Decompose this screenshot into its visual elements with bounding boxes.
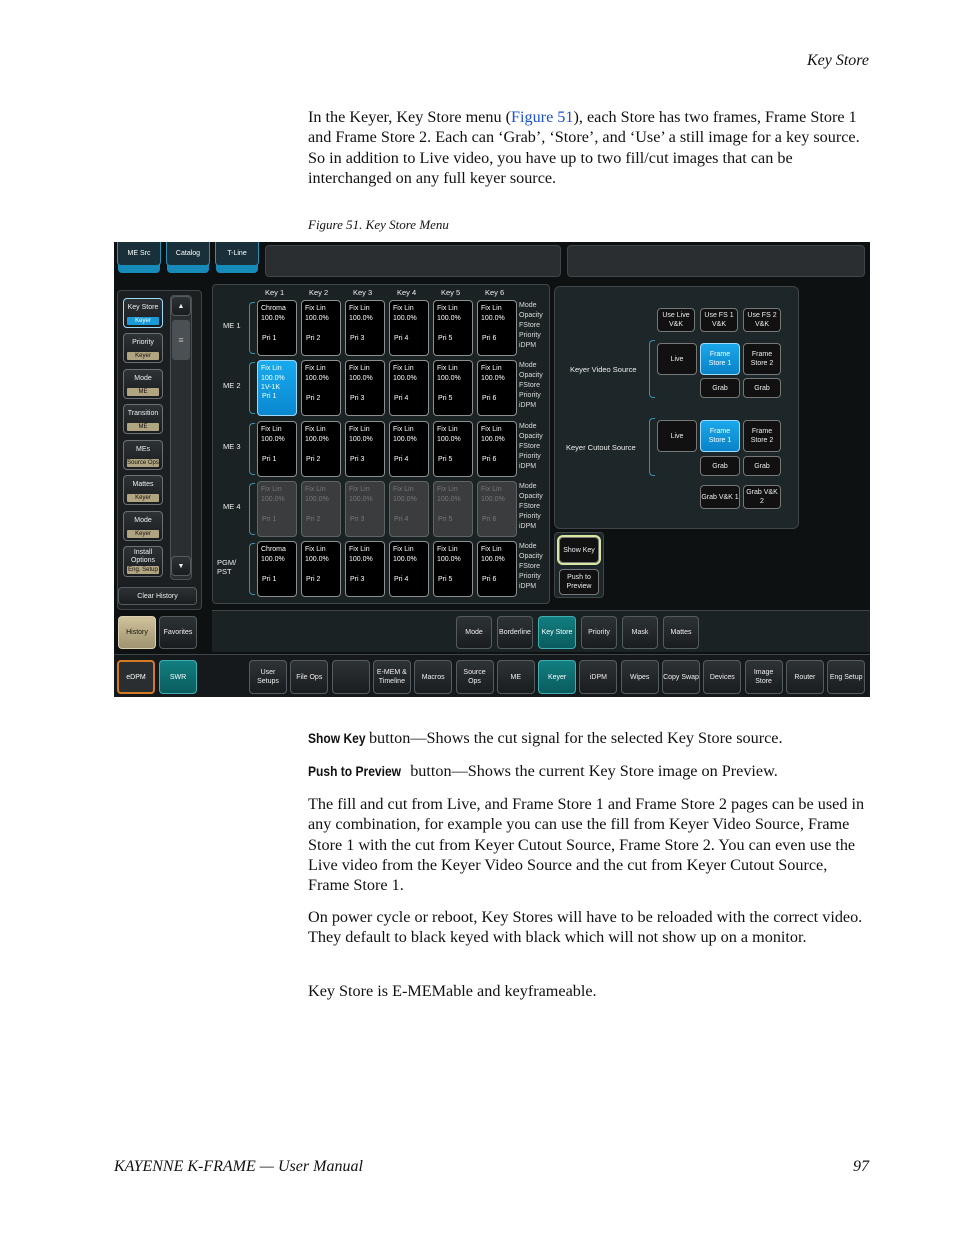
mode-column <box>519 482 543 532</box>
key-cell-text: 100.0% <box>437 555 461 563</box>
key-cell-text: Fix Lin <box>393 365 414 372</box>
mode-column-item: Priority <box>519 513 541 520</box>
key-cell[interactable] <box>345 421 385 477</box>
nav-button[interactable]: Wipes <box>621 660 659 694</box>
key-cell[interactable] <box>345 360 385 416</box>
key-cell-priority: Pri 3 <box>350 576 365 583</box>
show-key-button[interactable]: Show Key <box>559 537 599 563</box>
row-label: ME 3 <box>223 442 241 451</box>
key-cell-text: Fix Lin <box>349 305 370 312</box>
key-cell-text: Fix Lin <box>437 305 458 312</box>
sub-tab[interactable]: Mode <box>456 616 492 649</box>
key-cell-priority: Pri 4 <box>394 395 409 402</box>
cutout-frame-store-2-button[interactable]: Frame Store 2 <box>743 420 781 452</box>
key-cell-text: Fix Lin <box>305 546 326 553</box>
scroll-thumb[interactable] <box>172 320 190 360</box>
nav-button[interactable]: Keyer <box>538 660 576 694</box>
mode-column <box>519 422 543 472</box>
key-cell-text: 100.0% <box>305 435 329 443</box>
mode-column-item: Opacity <box>519 553 543 560</box>
key-cell-priority: Pri 5 <box>438 456 453 463</box>
key-cell-text: Fix Lin <box>437 546 458 553</box>
key-cell-text: Fix Lin <box>261 486 282 493</box>
clear-history-button[interactable]: Clear History <box>118 587 197 605</box>
nav-button[interactable]: Image Store <box>745 660 783 694</box>
row-bracket <box>249 483 255 535</box>
tab-t-line[interactable]: T-Line <box>215 242 259 266</box>
cutout-live-button[interactable]: Live <box>657 420 697 452</box>
edpm-button[interactable]: eDPM <box>117 660 155 694</box>
key-cell-text: Fix Lin <box>437 365 458 372</box>
key-cell[interactable] <box>257 300 297 356</box>
footer-manual-title: KAYENNE K-FRAME — User Manual <box>114 1158 363 1175</box>
menu-item-priority[interactable]: Priority Keyer <box>123 333 163 363</box>
key-cell[interactable] <box>301 481 341 537</box>
sub-tab[interactable]: Borderline <box>497 616 533 649</box>
mode-column-item: Mode <box>519 302 537 309</box>
swr-button[interactable]: SWR <box>159 660 197 694</box>
key-cell[interactable] <box>477 481 517 537</box>
key-cell-text: 100.0% <box>393 555 417 563</box>
key-cell[interactable] <box>477 300 517 356</box>
nav-button[interactable]: iDPM <box>579 660 617 694</box>
nav-button[interactable]: Router <box>786 660 824 694</box>
key-cell-text: 100.0% <box>349 435 373 443</box>
grip-icon: ≡ <box>178 335 184 345</box>
key-cell[interactable] <box>389 481 429 537</box>
key-cell-text: Fix Lin <box>261 365 282 372</box>
keyer-cutout-source-label: Keyer Cutout Source <box>566 443 636 452</box>
use-fs2-vk-button[interactable]: Use FS 2 V&K <box>743 308 781 332</box>
mode-column-item: Opacity <box>519 493 543 500</box>
keyer-video-source-label: Keyer Video Source <box>570 365 637 374</box>
key-cell-priority: Pri 2 <box>306 516 321 523</box>
key-cell-priority: Pri 2 <box>306 456 321 463</box>
key-cell-text: 100.0% <box>261 374 285 382</box>
mode-column-item: Priority <box>519 453 541 460</box>
mode-column-item: Mode <box>519 362 537 369</box>
key-cell-text: Fix Lin <box>393 486 414 493</box>
row-label: ME 1 <box>223 321 241 330</box>
menu-item-install-options[interactable]: Install Options Eng. Setup <box>123 546 163 577</box>
key-cell[interactable] <box>257 360 297 416</box>
key-cell[interactable] <box>389 360 429 416</box>
key-cell-priority: Pri 1 <box>262 456 277 463</box>
key-store-menu-screenshot <box>114 242 870 697</box>
key-cell-text: Fix Lin <box>481 486 502 493</box>
key-cell-text: 100.0% <box>481 374 505 382</box>
row-bracket <box>249 362 255 414</box>
key-cell-text: 100.0% <box>437 435 461 443</box>
show-key-term: Show Key <box>308 730 366 746</box>
row-bracket <box>249 543 255 595</box>
mode-column-item: FStore <box>519 443 541 450</box>
tab-catalog[interactable]: Catalog <box>166 242 210 266</box>
mode-column-item: FStore <box>519 563 541 570</box>
video-source-bracket <box>649 340 655 398</box>
key-header-5: Key 5 <box>441 288 461 297</box>
key-cell-text: Fix Lin <box>349 486 370 493</box>
key-cell-priority: Pri 6 <box>482 335 497 342</box>
figure-caption: Figure 51. Key Store Menu <box>308 217 449 232</box>
key-cell-text: Fix Lin <box>305 426 326 433</box>
key-cell-priority: Pri 6 <box>482 456 497 463</box>
mode-column-item: FStore <box>519 382 541 389</box>
key-cell-priority: Pri 3 <box>350 335 365 342</box>
key-cell[interactable] <box>433 360 473 416</box>
nav-button[interactable]: Eng Setup <box>827 660 865 694</box>
video-live-button[interactable]: Live <box>657 343 697 375</box>
key-cell-priority: Pri 6 <box>482 516 497 523</box>
chevron-up-icon: ▲ <box>177 302 185 310</box>
key-cell-priority: Pri 5 <box>438 395 453 402</box>
push-paragraph <box>308 761 870 781</box>
key-cell-priority: Pri 1 <box>262 516 277 523</box>
mode-column <box>519 361 543 411</box>
nav-button[interactable]: E-MEM & Timeline <box>373 660 411 694</box>
body-paragraph-2: The fill and cut from Live, and Frame Store 1 and Frame Store 2 pages can be used in any combination, for example you can use the fill from Keyer Video Source, Frame Store 1 with the cut from Keyer Cutout Source, Frame Store 2. You can even use the Live video from the Keyer Video Source and the cut from Keyer Cutout Source, Frame Store 1. <box>308 795 865 895</box>
cutout-grab-fs1-button[interactable]: Grab <box>700 456 740 476</box>
key-cell[interactable] <box>301 541 341 597</box>
use-fs1-vk-button[interactable]: Use FS 1 V&K <box>700 308 738 332</box>
key-cell-text: 100.0% <box>393 374 417 382</box>
figure-link[interactable]: Figure 51 <box>510 108 574 126</box>
mode-column-item: iDPM <box>519 402 537 409</box>
cutout-frame-store-1-button[interactable]: Frame Store 1 <box>700 420 740 452</box>
menu-item-mode-keyer[interactable]: Mode Keyer <box>123 511 163 541</box>
tab-me-src[interactable]: ME Src <box>117 242 161 266</box>
key-cell-text: Fix Lin <box>481 305 502 312</box>
key-cell[interactable] <box>345 481 385 537</box>
video-grab-fs2-button[interactable]: Grab <box>743 378 781 398</box>
video-frame-store-2-button[interactable]: Frame Store 2 <box>743 343 781 375</box>
history-button[interactable]: History <box>118 616 156 649</box>
mode-column <box>519 542 543 592</box>
key-cell-text: 100.0% <box>261 314 285 322</box>
nav-button[interactable]: Copy Swap <box>662 660 700 694</box>
body-paragraph-3: On power cycle or reboot, Key Stores will have to be reloaded with the correct video. They default to black keyed with black which will not show up on a monitor. <box>308 908 863 947</box>
key-cell-text: 100.0% <box>393 495 417 503</box>
key-header-4: Key 4 <box>397 288 417 297</box>
key-cell-text: Fix Lin <box>305 365 326 372</box>
nav-button[interactable]: User Setups <box>249 660 287 694</box>
key-cell-text: 100.0% <box>393 314 417 322</box>
key-cell-priority: Pri 4 <box>394 516 409 523</box>
scroll-up-button[interactable] <box>171 296 191 316</box>
key-cell-priority: Pri 4 <box>394 456 409 463</box>
key-cell-text: 100.0% <box>261 495 285 503</box>
key-cell[interactable] <box>257 541 297 597</box>
key-cell-text: 100.0% <box>481 314 505 322</box>
favorites-button[interactable]: Favorites <box>159 616 197 649</box>
body-paragraph-4: Key Store is E-MEMable and keyframeable. <box>308 982 597 1000</box>
key-cell-text: 100.0% <box>261 555 285 563</box>
key-cell-text: Fix Lin <box>349 426 370 433</box>
row-bracket <box>249 302 255 354</box>
key-cell-text: Fix Lin <box>437 486 458 493</box>
cutout-grab-fs2-button[interactable]: Grab <box>743 456 781 476</box>
key-cell[interactable] <box>257 421 297 477</box>
key-cell-text: 100.0% <box>305 495 329 503</box>
menu-item-mattes[interactable]: Mattes Keyer <box>123 475 163 505</box>
mode-column-item: iDPM <box>519 523 537 530</box>
key-cell-priority: Pri 3 <box>350 456 365 463</box>
key-cell-text: Fix Lin <box>481 365 502 372</box>
key-cell-text: Fix Lin <box>437 426 458 433</box>
mode-column-item: Mode <box>519 543 537 550</box>
key-cell-text: 100.0% <box>437 374 461 382</box>
key-cell[interactable] <box>345 541 385 597</box>
nav-button[interactable] <box>332 660 370 694</box>
key-cell-priority: Pri 5 <box>438 335 453 342</box>
video-frame-store-1-button[interactable]: Frame Store 1 <box>700 343 740 375</box>
key-cell-text: Fix Lin <box>305 486 326 493</box>
key-cell[interactable] <box>345 300 385 356</box>
key-cell-text: Fix Lin <box>393 305 414 312</box>
key-cell-priority: Pri 5 <box>438 576 453 583</box>
key-cell-text: Chroma <box>261 546 286 553</box>
nav-button[interactable]: ME <box>497 660 535 694</box>
push-term: Push to Preview <box>308 763 402 779</box>
key-cell-priority: Pri 2 <box>306 335 321 342</box>
key-cell-priority: Pri 2 <box>306 576 321 583</box>
menu-item-transition[interactable]: Transition ME <box>123 404 163 434</box>
key-cell-text: Chroma <box>261 305 286 312</box>
top-empty-panel-2 <box>567 245 865 277</box>
key-cell-text: Fix Lin <box>349 546 370 553</box>
key-cell[interactable] <box>301 300 341 356</box>
key-cell-priority: Pri 4 <box>394 576 409 583</box>
key-cell-text: 100.0% <box>349 314 373 322</box>
sub-tab[interactable]: Mask <box>622 616 658 649</box>
key-cell[interactable] <box>433 541 473 597</box>
nav-button[interactable]: File Ops <box>290 660 328 694</box>
key-cell-text: 100.0% <box>305 374 329 382</box>
key-cell-text: 100.0% <box>393 435 417 443</box>
key-cell[interactable] <box>433 421 473 477</box>
grab-vk1-button[interactable]: Grab V&K 1 <box>700 485 740 509</box>
key-cell[interactable] <box>477 360 517 416</box>
key-cell-text: 1V-1K <box>261 384 281 391</box>
key-cell-priority: Pri 5 <box>438 516 453 523</box>
menu-item-mode-me[interactable]: Mode ME <box>123 369 163 399</box>
push-to-preview-button[interactable]: Push to Preview <box>559 569 599 595</box>
mode-column-item: iDPM <box>519 342 537 349</box>
chevron-down-icon: ▼ <box>177 562 185 570</box>
nav-button[interactable]: Source Ops <box>456 660 494 694</box>
key-cell-priority: Pri 1 <box>262 393 277 400</box>
row-label: ME 2 <box>223 381 241 390</box>
key-cell-priority: Pri 1 <box>262 576 277 583</box>
sub-tab[interactable]: Key Store <box>538 616 576 649</box>
key-cell-text: Fix Lin <box>305 305 326 312</box>
key-cell-text: 100.0% <box>437 495 461 503</box>
mode-column-item: Opacity <box>519 372 543 379</box>
menu-item-mes[interactable]: MEs Source Ops <box>123 440 163 470</box>
video-grab-fs1-button[interactable]: Grab <box>700 378 740 398</box>
key-cell-text: Fix Lin <box>261 426 282 433</box>
sub-tab[interactable]: Mattes <box>663 616 699 649</box>
mode-column-item: iDPM <box>519 463 537 470</box>
key-cell-text: Fix Lin <box>393 546 414 553</box>
cutout-source-bracket <box>649 418 655 476</box>
key-header-6: Key 6 <box>485 288 505 297</box>
key-cell-text: Fix Lin <box>349 365 370 372</box>
mode-column-item: Mode <box>519 483 537 490</box>
key-cell-text: Fix Lin <box>481 426 502 433</box>
key-cell-text: 100.0% <box>481 495 505 503</box>
footer-page-number: 97 <box>853 1158 869 1175</box>
key-cell[interactable] <box>477 421 517 477</box>
key-cell[interactable] <box>257 481 297 537</box>
mode-column-item: Opacity <box>519 312 543 319</box>
mode-column-item: FStore <box>519 322 541 329</box>
key-cell-priority: Pri 6 <box>482 395 497 402</box>
key-cell[interactable] <box>301 360 341 416</box>
mode-column-item: Priority <box>519 392 541 399</box>
page-header: Key Store <box>806 52 869 69</box>
key-cell[interactable] <box>389 421 429 477</box>
key-cell-text: 100.0% <box>349 555 373 563</box>
mode-column-item: Mode <box>519 423 537 430</box>
key-header-3: Key 3 <box>353 288 373 297</box>
key-cell-priority: Pri 6 <box>482 576 497 583</box>
push-desc: button—Shows the current Key Store image on Preview. <box>406 762 778 780</box>
key-cell-text: 100.0% <box>481 555 505 563</box>
use-live-vk-button[interactable]: Use Live V&K <box>657 308 695 332</box>
key-cell-text: 100.0% <box>261 435 285 443</box>
key-cell-text: 100.0% <box>349 374 373 382</box>
show-key-paragraph <box>308 728 870 748</box>
key-cell-priority: Pri 2 <box>306 395 321 402</box>
mode-column-item: Priority <box>519 573 541 580</box>
grab-vk2-button[interactable]: Grab V&K 2 <box>743 485 781 509</box>
key-cell[interactable] <box>389 300 429 356</box>
key-cell-text: Fix Lin <box>481 546 502 553</box>
menu-item-key-store[interactable]: Key Store Keyer <box>123 298 163 328</box>
key-cell[interactable] <box>433 481 473 537</box>
intro-paragraph <box>308 107 870 188</box>
key-cell-priority: Pri 3 <box>350 395 365 402</box>
intro-text: In the Keyer, Key Store menu ( <box>308 108 511 126</box>
mode-column-item: Opacity <box>519 433 543 440</box>
mode-column <box>519 301 543 351</box>
scroll-down-button[interactable] <box>171 556 191 576</box>
row-bracket <box>249 423 255 475</box>
key-cell-priority: Pri 3 <box>350 516 365 523</box>
sub-tab[interactable]: Priority <box>581 616 617 649</box>
key-cell-text: 100.0% <box>305 314 329 322</box>
top-empty-panel-1 <box>265 245 561 277</box>
key-header-1: Key 1 <box>265 288 285 297</box>
key-cell-text: 100.0% <box>305 555 329 563</box>
mode-column-item: iDPM <box>519 583 537 590</box>
row-label: ME 4 <box>223 502 241 511</box>
key-cell-priority: Pri 4 <box>394 335 409 342</box>
key-cell-text: 100.0% <box>437 314 461 322</box>
intro-text-cont: ), each Store has two frames, Frame Store 1 and Frame Store 2. Each can ‘Grab’, ‘Store’, and ‘Use’ a still image for a key source. So in addition to Live video, you have up to two fill/cut images that can be interchanged on any full keyer source. <box>308 108 860 187</box>
row-label: PGM/ PST <box>217 558 237 576</box>
key-cell-text: Fix Lin <box>393 426 414 433</box>
key-cell[interactable] <box>477 541 517 597</box>
mode-column-item: Priority <box>519 332 541 339</box>
show-key-desc: button—Shows the cut signal for the selected Key Store source. <box>364 729 783 747</box>
key-cell-text: 100.0% <box>481 435 505 443</box>
key-cell[interactable] <box>433 300 473 356</box>
key-cell[interactable] <box>301 421 341 477</box>
key-cell-text: 100.0% <box>349 495 373 503</box>
key-header-2: Key 2 <box>309 288 329 297</box>
nav-button[interactable]: Macros <box>414 660 452 694</box>
key-cell-priority: Pri 1 <box>262 335 277 342</box>
mode-column-item: FStore <box>519 503 541 510</box>
key-cell[interactable] <box>389 541 429 597</box>
nav-button[interactable]: Devices <box>703 660 741 694</box>
